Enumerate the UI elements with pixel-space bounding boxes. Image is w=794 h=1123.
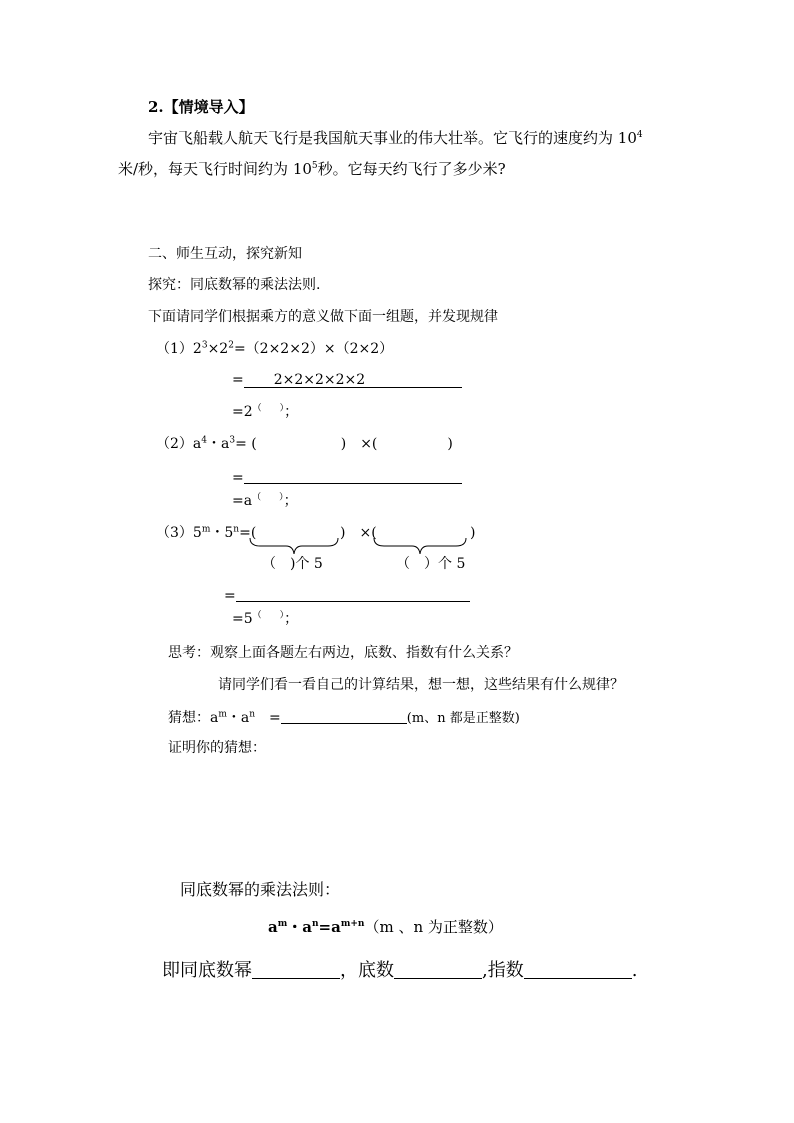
exponent: 3 xyxy=(229,435,236,446)
prove-prompt: 证明你的猜想： xyxy=(168,740,266,756)
question-1 xyxy=(156,342,393,356)
q3-step2-blank[interactable] xyxy=(236,587,470,602)
fill-blank-3[interactable] xyxy=(524,960,632,979)
q1-step2-answer: 2×2×2×2×2 xyxy=(244,373,462,388)
guess-line xyxy=(168,709,520,725)
fill-text: . xyxy=(631,960,638,981)
intro-paragraph-line2 xyxy=(118,162,506,177)
formula-note: （m 、n 为正整数） xyxy=(364,918,503,936)
exponent: 3 xyxy=(201,340,208,351)
question-3 xyxy=(156,526,256,540)
formula-text: =a xyxy=(318,918,341,936)
exponent-blank[interactable]: （ ） xyxy=(252,610,285,621)
intro-text-2b: 秒。它每天约飞行了多少米? xyxy=(317,160,506,178)
q2-step2 xyxy=(232,469,462,485)
exponent-blank[interactable]: （ ） xyxy=(252,403,285,414)
question-2 xyxy=(156,437,453,451)
q3-step3 xyxy=(232,612,298,626)
q3-mid-paren: ) ×( xyxy=(340,525,377,541)
explore-instruction: 下面请同学们根据乘方的意义做下面一组题，并发现规律 xyxy=(148,309,498,325)
fill-blank-1[interactable] xyxy=(252,960,340,979)
exponent-blank[interactable]: （ ） xyxy=(252,492,284,503)
semicolon: ； xyxy=(283,493,298,509)
guess-label: 猜想：a xyxy=(168,710,219,726)
fill-blank-2[interactable] xyxy=(394,960,482,979)
rule-formula xyxy=(268,920,503,935)
equals: = xyxy=(232,470,244,486)
fill-text: ,指数 xyxy=(482,960,524,981)
q1-step3 xyxy=(232,405,298,419)
q3-text: =( xyxy=(239,525,257,541)
underbrace-icon xyxy=(372,536,468,558)
explore-title: 探究：同底数幂的乘法法则. xyxy=(148,277,321,293)
fill-text: ，底数 xyxy=(340,960,394,981)
rule-title: 同底数幂的乘法法则： xyxy=(180,880,341,899)
exponent: 4 xyxy=(636,130,643,140)
exponent: n xyxy=(312,919,319,929)
q3-text: ・5 xyxy=(210,525,234,541)
q2-text: ・a xyxy=(207,436,230,452)
exponent: m xyxy=(218,709,227,720)
think-question: 思考：观察上面各题左右两边，底数、指数有什么关系？ xyxy=(168,645,518,661)
q1-text: （1）2 xyxy=(156,341,202,357)
intro-paragraph-line1 xyxy=(148,131,643,146)
guess-text: ・a xyxy=(226,710,250,726)
q3-base: =5 xyxy=(232,611,253,627)
guess-note: (m、n 都是正整数) xyxy=(406,711,520,726)
q3-text: （3）5 xyxy=(156,525,202,541)
exponent: 2 xyxy=(228,340,234,351)
guess-blank[interactable] xyxy=(281,709,407,724)
rule-fill-line xyxy=(162,960,637,980)
exponent: n xyxy=(249,709,256,720)
exponent: m xyxy=(277,919,288,929)
semicolon: ； xyxy=(284,611,299,627)
exponent: n xyxy=(233,524,240,535)
think-prompt: 请同学们看一看自己的计算结果，想一想，这些结果有什么规律？ xyxy=(218,677,624,693)
q2-step3 xyxy=(232,494,298,508)
q3-end-paren: ) xyxy=(470,525,476,541)
equals: = xyxy=(232,372,244,388)
underbrace-icon xyxy=(248,536,340,558)
q1-step2 xyxy=(232,373,462,388)
exponent: 5 xyxy=(311,161,318,171)
formula-text: ・a xyxy=(287,918,312,936)
q1-base: =2 xyxy=(232,404,253,420)
formula-text: a xyxy=(268,918,278,936)
exponent: 4 xyxy=(201,435,207,446)
semicolon: ； xyxy=(284,404,299,420)
brace2-label: （ ）个 5 xyxy=(396,556,466,572)
q2-base: =a xyxy=(232,493,253,509)
q2-text: = ( ) ×( ) xyxy=(235,436,453,452)
q1-text: ×2 xyxy=(207,341,229,357)
fill-text: 即同底数幂 xyxy=(162,960,252,981)
q3-step2 xyxy=(224,587,470,603)
section-heading-explore: 二、师生互动，探究新知 xyxy=(148,246,302,262)
equals: = xyxy=(224,588,236,604)
q2-step2-blank[interactable] xyxy=(244,469,462,484)
intro-text-1: 宇宙飞船载人航天飞行是我国航天事业的伟大壮举。它飞行的速度约为 10 xyxy=(148,129,637,147)
q1-text: =（2×2×2）×（2×2） xyxy=(233,341,394,357)
brace1-label: （ )个 5 xyxy=(262,556,323,572)
exponent: m+n xyxy=(340,919,365,929)
guess-equals: = xyxy=(255,710,281,726)
intro-text-2a: 米/秒，每天飞行时间约为 10 xyxy=(118,160,312,178)
exponent: m xyxy=(201,524,211,535)
q2-text: （2）a xyxy=(156,436,202,452)
section-heading-intro: 2.【情境导入】 xyxy=(148,98,254,116)
